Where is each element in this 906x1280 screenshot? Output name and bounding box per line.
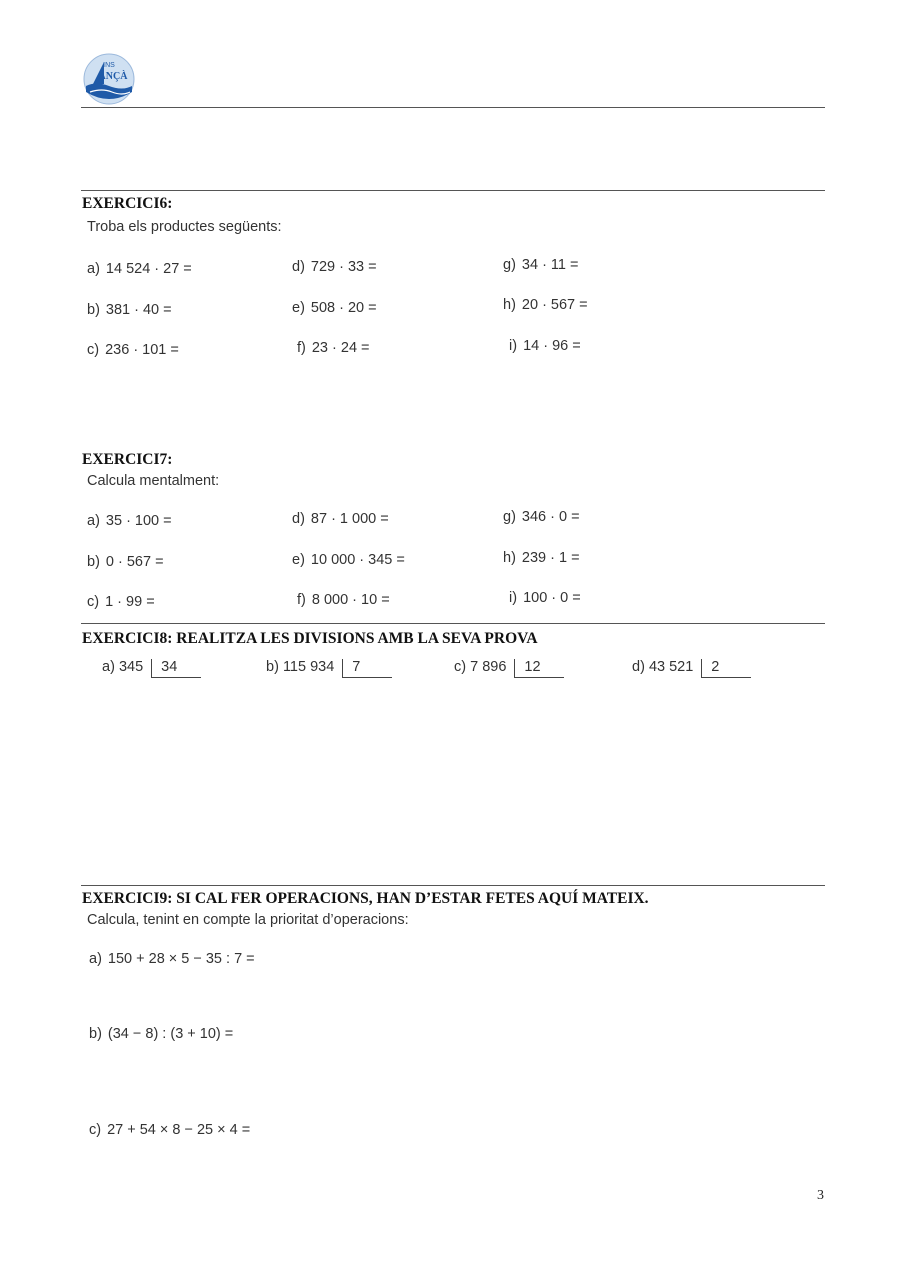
ex8-divisor-b: 7 [342, 659, 392, 678]
ex7-item-d: d) 87 · 1 000 = [292, 511, 389, 527]
page-number: 3 [817, 1188, 824, 1203]
ex6-item-h: h) 20 · 567 = [503, 297, 588, 313]
ex9-item-b: b) (34 − 8) : (3 + 10) = [89, 1026, 234, 1042]
ex9-divider [81, 885, 825, 886]
ex6-item-g: g) 34 · 11 = [503, 257, 579, 273]
ex8-divider [81, 623, 825, 624]
ex7-item-c: c) 1 · 99 = [87, 594, 155, 610]
ex8-divisor-a: 34 [151, 659, 201, 678]
ex7-item-h: h) 239 · 1 = [503, 550, 580, 566]
ex8-division-a: a) 345 34 [102, 659, 201, 678]
ex9-item-c: c) 27 + 54 × 8 − 25 × 4 = [89, 1122, 251, 1138]
ex6-instruction: Troba els productes següents: [87, 219, 282, 235]
ex6-item-i: i) 14 · 96 = [509, 338, 581, 354]
ex7-item-a: a) 35 · 100 = [87, 513, 172, 529]
ex6-title: EXERCICI6: [82, 195, 173, 212]
ex9-title: EXERCICI9: SI CAL FER OPERACIONS, HAN D’ESTAR FETES AQUÍ MATEIX. [82, 890, 649, 907]
school-logo-icon [82, 52, 136, 106]
ex7-item-i: i) 100 · 0 = [509, 590, 581, 606]
header-divider [81, 107, 825, 108]
ex8-division-d: d) 43 521 2 [632, 659, 751, 678]
ex6-item-f: f) 23 · 24 = [297, 340, 370, 356]
ex6-item-a: a) 14 524 · 27 = [87, 261, 192, 277]
school-logo [82, 52, 136, 106]
ex8-divisor-c: 12 [514, 659, 564, 678]
ex6-divider [81, 190, 825, 191]
ex6-item-e: e) 508 · 20 = [292, 300, 377, 316]
ex9-item-a: a) 150 + 28 × 5 − 35 : 7 = [89, 951, 255, 967]
logo-text-ins: INS [103, 62, 115, 69]
ex7-instruction: Calcula mentalment: [87, 473, 220, 489]
ex8-division-c: c) 7 896 12 [454, 659, 564, 678]
ex6-item-b: b) 381 · 40 = [87, 302, 172, 318]
ex8-title: EXERCICI8: REALITZA LES DIVISIONS AMB LA SEVA PROVA [82, 630, 538, 647]
ex7-item-g: g) 346 · 0 = [503, 509, 580, 525]
ex8-division-b: b) 115 934 7 [266, 659, 392, 678]
ex6-item-d: d) 729 · 33 = [292, 259, 377, 275]
ex6-item-c: c) 236 · 101 = [87, 342, 179, 358]
ex9-instruction: Calcula, tenint en compte la prioritat d’operacions: [87, 912, 409, 928]
ex8-divisor-d: 2 [701, 659, 751, 678]
ex7-title: EXERCICI7: [82, 451, 173, 468]
ex7-item-e: e) 10 000 · 345 = [292, 552, 405, 568]
ex7-item-f: f) 8 000 · 10 = [297, 592, 390, 608]
logo-text-name: ANÇÀ [98, 71, 128, 82]
ex7-item-b: b) 0 · 567 = [87, 554, 164, 570]
